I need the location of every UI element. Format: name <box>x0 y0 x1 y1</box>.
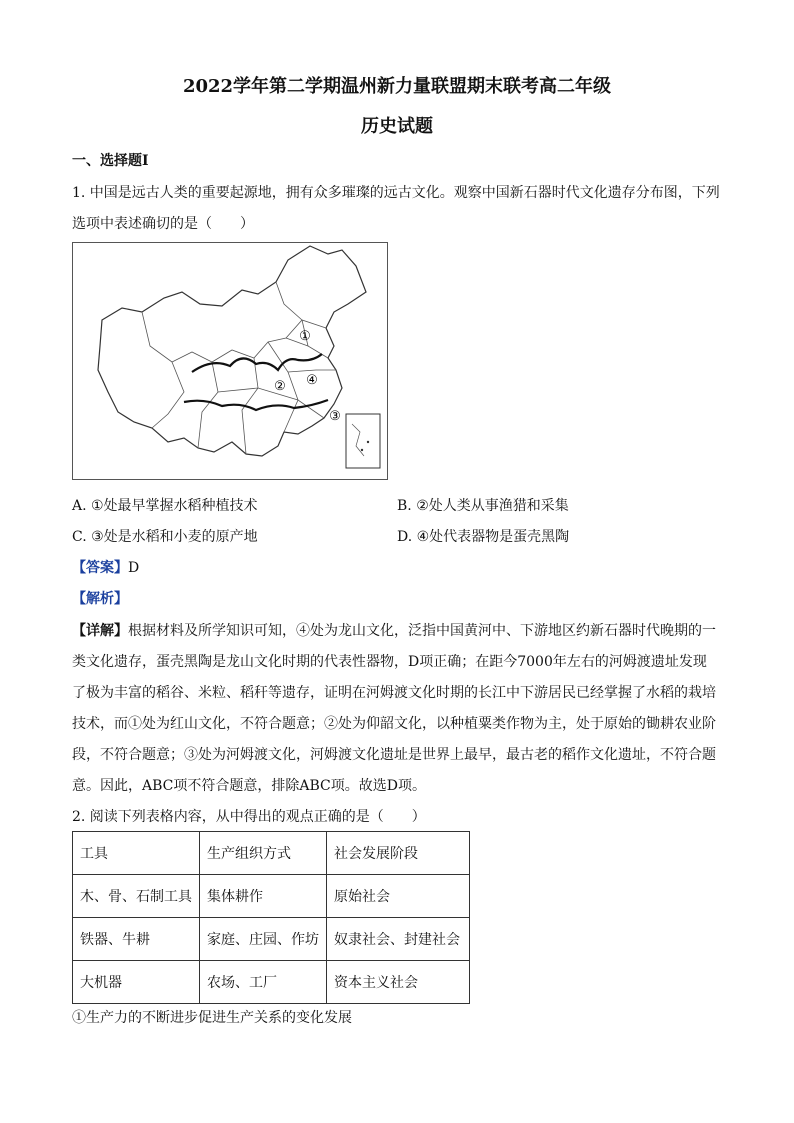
section-heading: 一、选择题Ⅰ <box>72 153 149 169</box>
q1-stem-line1: 1. 中国是远古人类的重要起源地，拥有众多璀璨的远古文化。观察中国新石器时代文化遗存分布图，下列 <box>72 185 720 201</box>
q2-table <box>72 831 470 1004</box>
table-cell: 大机器 <box>73 961 200 1004</box>
detail-line3: 了极为丰富的稻谷、米粒、稻秆等遗存，证明在河姆渡文化时期的长江中下游居民已经掌握了水稻的栽培 <box>72 685 716 701</box>
analysis-line <box>72 588 128 608</box>
detail-line2: 类文化遗存，蛋壳黑陶是龙山文化时期的代表性器物，D项正确；在距今7000年左右的河姆渡遗址发现 <box>72 654 707 670</box>
map-marker-2: ② <box>274 379 286 394</box>
table-row <box>73 918 470 961</box>
table-header-row <box>73 832 470 875</box>
china-neolithic-map <box>72 242 388 480</box>
q1-option-b: B. ②处人类从事渔猎和采集 <box>397 498 569 514</box>
answer-tag: 【答案】 <box>72 560 128 576</box>
detail-text-1: 根据材料及所学知识可知，④处为龙山文化，泛指中国黄河中、下游地区约新石器时代晚期的一 <box>128 623 716 639</box>
table-row <box>73 961 470 1004</box>
table-header-cell: 工具 <box>73 832 200 875</box>
q1-option-d: D. ④处代表器物是蛋壳黑陶 <box>397 529 570 545</box>
q2-point-1: ①生产力的不断进步促进生产关系的变化发展 <box>72 1010 352 1026</box>
detail-tag: 【详解】 <box>72 623 128 639</box>
table-cell: 木、骨、石制工具 <box>73 875 200 918</box>
table-cell: 资本主义社会 <box>327 961 470 1004</box>
table-cell: 家庭、庄园、作坊 <box>200 918 327 961</box>
exam-title: 2022学年第二学期温州新力量联盟期末联考高二年级 <box>182 76 612 97</box>
table-cell: 奴隶社会、封建社会 <box>327 918 470 961</box>
answer-line <box>72 557 139 577</box>
map-marker-3: ③ <box>329 409 341 424</box>
table-cell: 农场、工厂 <box>200 961 327 1004</box>
table-row <box>73 875 470 918</box>
q1-option-c: C. ③处是水稻和小麦的原产地 <box>72 529 258 545</box>
exam-subtitle: 历史试题 <box>361 116 433 137</box>
detail-line6: 意。因此，ABC项不符合题意，排除ABC项。故选D项。 <box>72 778 426 794</box>
table-cell: 铁器、牛耕 <box>73 918 200 961</box>
table-header-cell: 社会发展阶段 <box>327 832 470 875</box>
map-marker-1: ① <box>299 329 311 344</box>
table-header-cell: 生产组织方式 <box>200 832 327 875</box>
detail-line5: 段，不符合题意；③处为河姆渡文化，河姆渡文化遗址是世界上最早，最古老的稻作文化遗址，不符合题 <box>72 747 716 763</box>
table-cell: 原始社会 <box>327 875 470 918</box>
map-marker-4: ④ <box>306 373 318 388</box>
q1-option-a: A. ①处最早掌握水稻种植技术 <box>72 498 258 514</box>
table-cell: 集体耕作 <box>200 875 327 918</box>
analysis-tag: 【解析】 <box>72 591 128 607</box>
q1-stem-line2: 选项中表述确切的是（ ） <box>72 216 254 232</box>
answer-value: D <box>128 560 140 576</box>
detail-line4: 技术，而①处为红山文化，不符合题意；②处为仰韶文化，以种植粟类作物为主，处于原始的锄耕农业阶 <box>72 716 716 732</box>
q2-stem: 2. 阅读下列表格内容，从中得出的观点正确的是（ ） <box>72 809 426 825</box>
detail-line1 <box>72 620 716 640</box>
